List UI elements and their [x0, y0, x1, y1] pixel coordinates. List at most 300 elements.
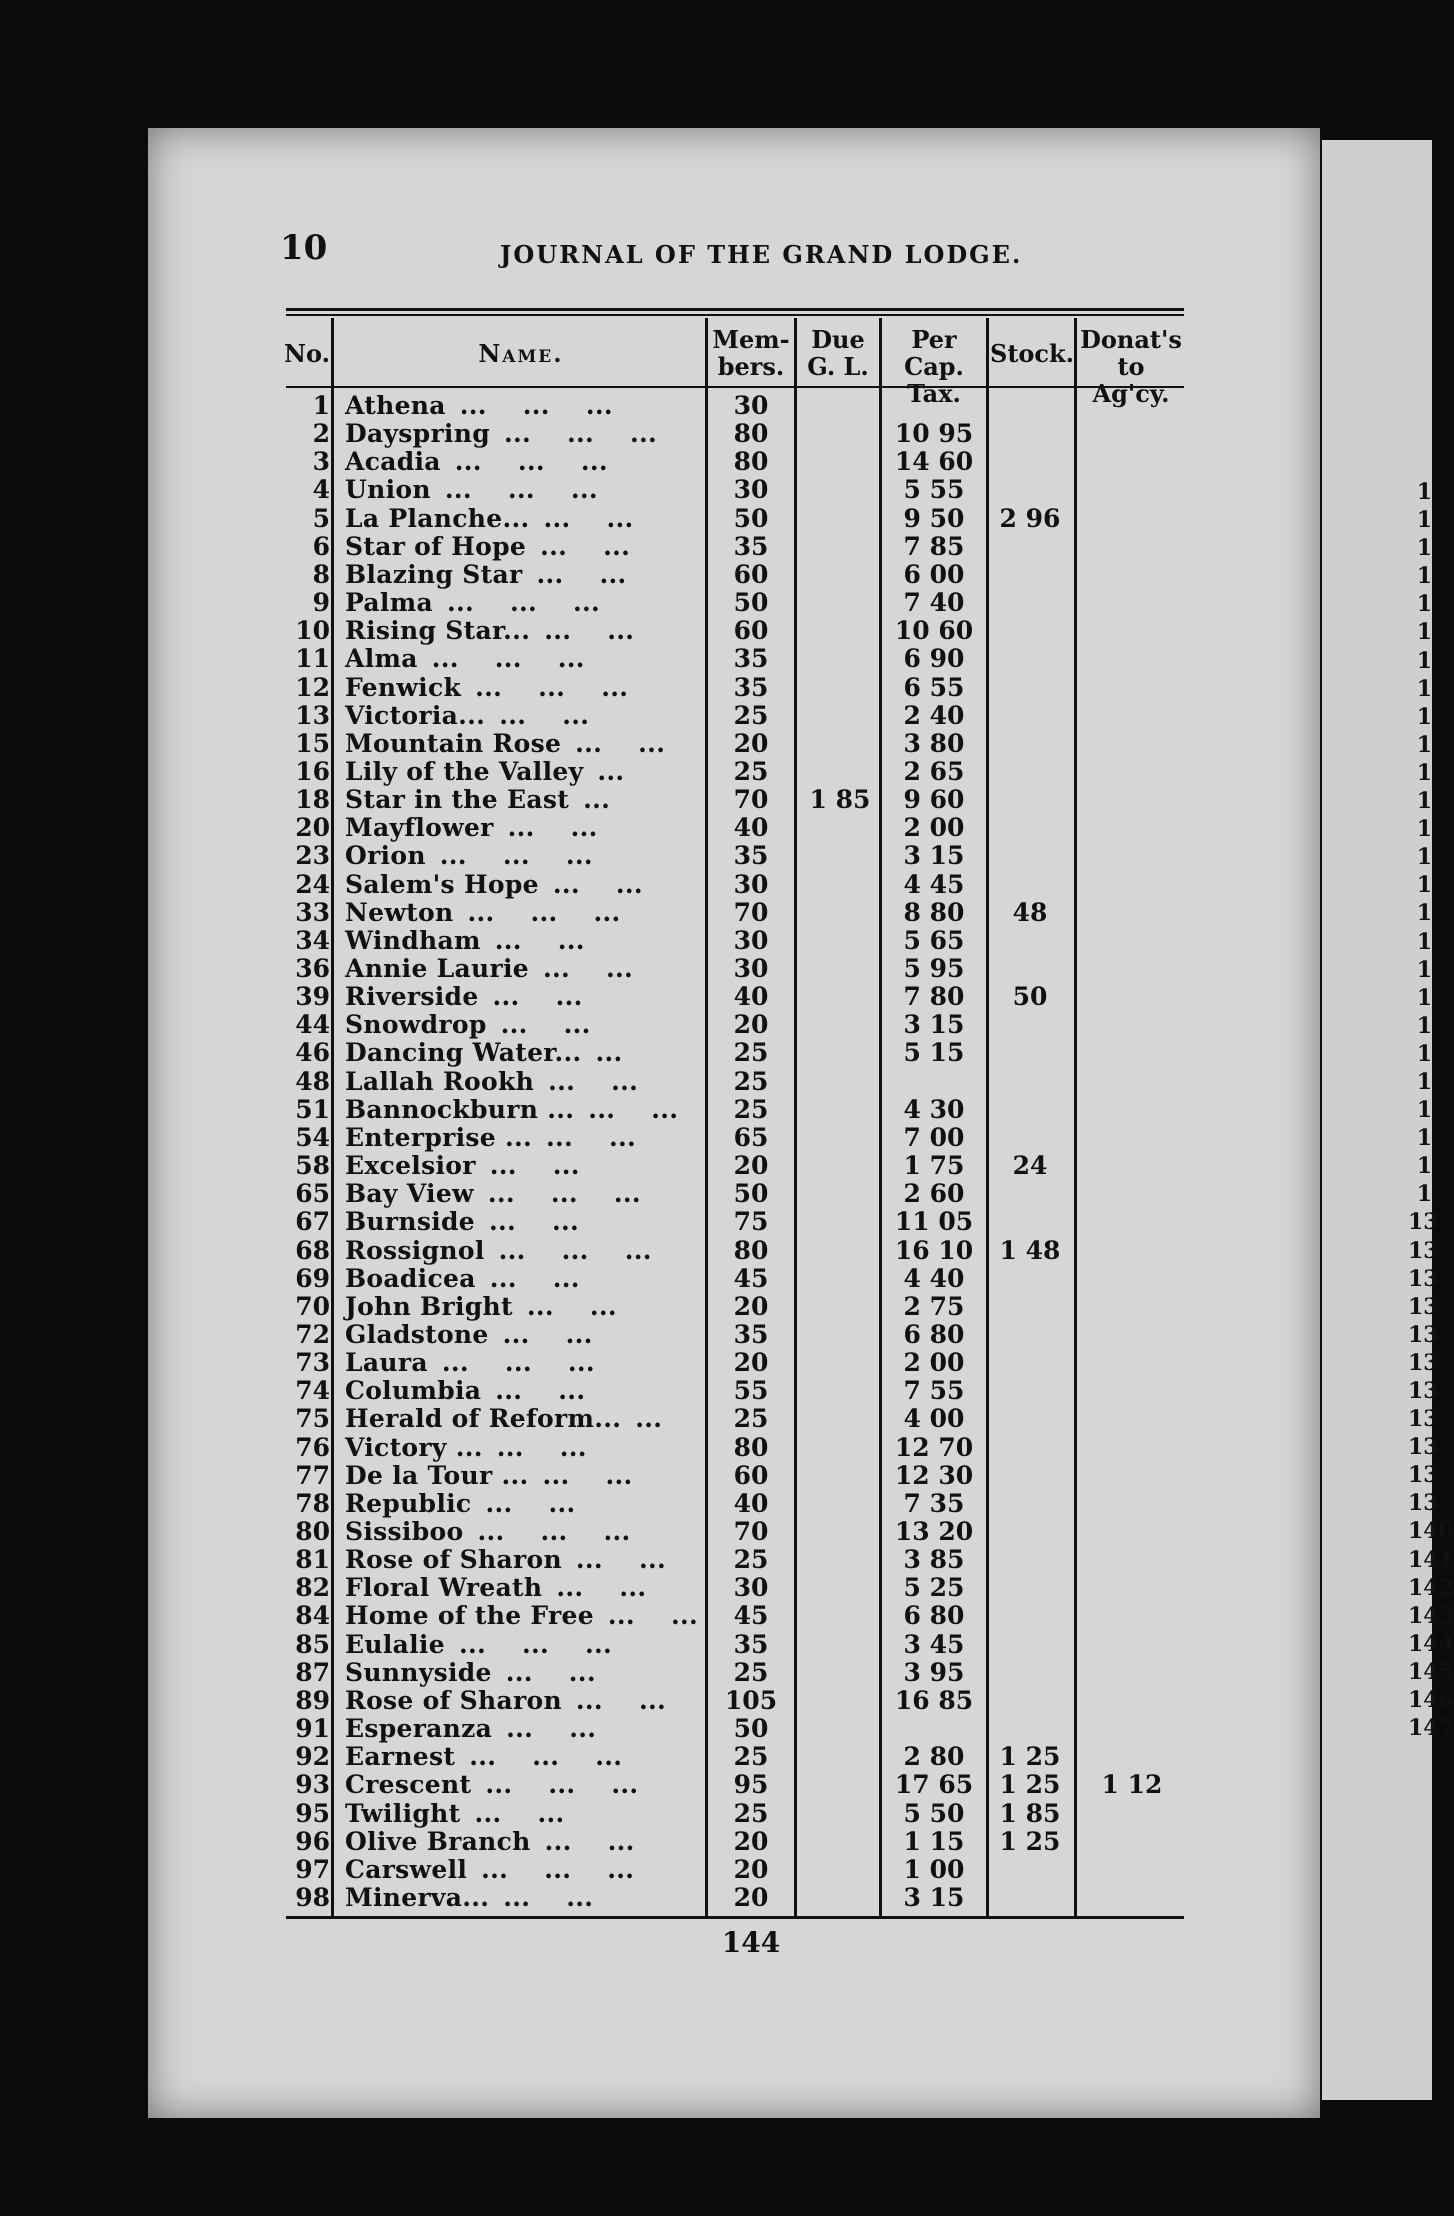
adjacent-page-number: 1: [1416, 1181, 1432, 1208]
adjacent-page-number: 144: [1408, 1630, 1454, 1657]
lodge-name: Enterprise ...: [345, 1122, 533, 1152]
cell-no: 5: [312, 503, 330, 533]
table-row: [0, 702, 1432, 730]
cell-no: 46: [295, 1038, 330, 1068]
lodge-name: Rose of Sharon: [345, 1685, 562, 1715]
cell-name: [345, 1687, 705, 1715]
table-row: [0, 1096, 1432, 1124]
leader-dots: ... ... ...: [469, 1742, 623, 1772]
cell-no: 16: [295, 756, 330, 786]
adjacent-page-number: 1: [1416, 788, 1432, 815]
cell-per-cap-tax: 6 90: [903, 644, 965, 674]
lodge-name: Alma: [345, 644, 418, 674]
cell-no: 58: [295, 1151, 330, 1181]
cell-members: 20: [733, 1826, 769, 1856]
cell-per-cap-tax: 6 55: [903, 672, 965, 702]
cell-name: [345, 1237, 705, 1265]
cell-no: 72: [295, 1319, 330, 1349]
cell-members: 30: [733, 954, 769, 983]
cell-per-cap-tax: 2 00: [903, 813, 965, 843]
cell-per-cap-tax: 7 40: [903, 588, 965, 618]
cell-per-cap-tax: 4 30: [903, 1094, 965, 1124]
lodge-name: Crescent: [345, 1770, 472, 1800]
header-members-line1: Mem-: [712, 325, 790, 354]
adjacent-page-number: 1: [1416, 984, 1432, 1011]
cell-name: [345, 927, 705, 955]
lodge-name: Republic: [345, 1488, 472, 1518]
adjacent-page-number: 1: [1416, 1153, 1432, 1180]
adjacent-page-number: 1: [1416, 928, 1432, 955]
cell-name: [345, 702, 705, 730]
table-row: [0, 505, 1432, 533]
running-head: JOURNAL OF THE GRAND LODGE.: [500, 240, 1023, 269]
cell-no: 78: [295, 1488, 330, 1518]
cell-name: [345, 1715, 705, 1743]
cell-per-cap-tax: 5 50: [903, 1798, 965, 1828]
leader-dots: ... ...: [489, 1151, 580, 1181]
leader-dots: ... ...: [544, 1826, 635, 1856]
lodge-name: Victory ...: [345, 1432, 483, 1462]
cell-no: 93: [295, 1770, 330, 1800]
table-row: [0, 1545, 1454, 1575]
adjacent-page-number: 13: [1408, 1265, 1439, 1292]
leader-dots: ... ...: [495, 1376, 586, 1406]
cell-per-cap-tax: 12 30: [894, 1460, 974, 1490]
cell-members: 40: [733, 982, 769, 1012]
cell-name: [345, 1743, 705, 1771]
lodge-name: Salem's Hope: [345, 869, 539, 899]
header-no: No.: [284, 339, 330, 368]
adjacent-page-number: 143: [1408, 1602, 1454, 1629]
cell-members: 25: [733, 1094, 769, 1124]
table-row: [0, 1068, 1432, 1096]
adjacent-page-number: 1: [1416, 1125, 1432, 1152]
table-row: [0, 1884, 1432, 1912]
cell-name: [345, 1771, 705, 1799]
cell-per-cap-tax: 7 35: [903, 1488, 965, 1518]
cell-stock: 1 25: [999, 1770, 1061, 1800]
leader-dots: ... ...: [492, 982, 583, 1012]
table-row: [0, 1180, 1432, 1208]
cell-name: [345, 589, 705, 617]
cell-no: 75: [295, 1404, 330, 1434]
adjacent-page-number: 146: [1408, 1687, 1454, 1714]
table-row: [0, 645, 1432, 673]
cell-name: [345, 1405, 705, 1433]
lodge-name: Riverside: [345, 982, 479, 1012]
adjacent-page-number: 1: [1416, 675, 1432, 702]
header-tax-line2: Tax.: [907, 379, 961, 408]
leader-dots: ... ... ...: [485, 1770, 639, 1800]
table-row: [0, 927, 1432, 955]
cell-per-cap-tax: 14 60: [894, 447, 974, 477]
adjacent-page-number: 13: [1408, 1293, 1439, 1320]
cell-name: [345, 392, 705, 420]
lodge-name: Dancing Water...: [345, 1038, 582, 1068]
adjacent-page-number: 1: [1416, 1097, 1432, 1124]
leader-dots: ... ...: [496, 1432, 587, 1462]
cell-per-cap-tax: 1 15: [903, 1826, 965, 1856]
lodge-name: Twilight: [345, 1798, 461, 1828]
cell-no: 77: [295, 1460, 330, 1490]
cell-per-cap-tax: 16 10: [894, 1235, 974, 1265]
lodge-name: Fenwick: [345, 672, 462, 702]
table-row: [0, 1488, 1439, 1518]
cell-members: 20: [733, 1854, 769, 1884]
table-row: [0, 617, 1432, 645]
page-number: 10: [280, 228, 328, 268]
cell-no: 67: [295, 1207, 330, 1237]
table-row: [0, 420, 1432, 448]
cell-no: 65: [295, 1179, 330, 1209]
cell-name: [345, 1293, 705, 1321]
cell-name: [345, 814, 705, 842]
leader-dots: ... ...: [544, 616, 635, 646]
leader-dots: ... ...: [499, 700, 590, 730]
adjacent-page-number: 13: [1408, 1237, 1439, 1264]
cell-name: [345, 674, 705, 702]
leader-dots: ... ...: [502, 1319, 593, 1349]
cell-no: 96: [295, 1826, 330, 1856]
lodge-name: Eulalie: [345, 1629, 445, 1659]
cell-members: 80: [733, 1235, 769, 1265]
header-name: Name.: [478, 339, 564, 368]
leader-dots: ... ... ...: [467, 897, 621, 927]
leader-dots: ... ... ...: [444, 475, 598, 505]
cell-no: 92: [295, 1742, 330, 1772]
cell-no: 54: [295, 1122, 330, 1152]
cell-name: [345, 1124, 705, 1152]
cell-no: 8: [312, 559, 330, 589]
cell-no: 6: [312, 531, 330, 561]
cell-name: [345, 1377, 705, 1405]
leader-dots: ... ... ...: [441, 1348, 595, 1378]
cell-members: 20: [733, 1348, 769, 1378]
table-row: [0, 561, 1432, 589]
leader-dots: ... ... ...: [459, 391, 613, 420]
lodge-name: Palma: [345, 588, 433, 618]
adjacent-page-number: 1: [1416, 479, 1432, 505]
cell-no: 10: [295, 616, 330, 646]
cell-members: 30: [733, 391, 769, 420]
lodge-name: Mountain Rose: [345, 728, 562, 758]
lodge-name: Olive Branch: [345, 1826, 531, 1856]
cell-name: [345, 1800, 705, 1828]
header-due: [798, 326, 878, 380]
cell-members: 80: [733, 447, 769, 477]
cell-members: 50: [733, 503, 769, 533]
cell-members: 60: [733, 616, 769, 646]
cell-no: 95: [295, 1798, 330, 1828]
cell-name: [345, 1265, 705, 1293]
adjacent-page-number: 13: [1408, 1406, 1439, 1433]
cell-no: 48: [295, 1066, 330, 1096]
table-row: [0, 1291, 1439, 1321]
table-row: [0, 871, 1432, 899]
cell-members: 35: [733, 1629, 769, 1659]
lodge-name: Carswell: [345, 1854, 468, 1884]
table-row: [0, 1376, 1439, 1406]
cell-no: 34: [295, 925, 330, 955]
cell-members: 25: [733, 1798, 769, 1828]
cell-members: 25: [733, 1742, 769, 1772]
cell-name: [345, 955, 705, 983]
cell-name: [345, 1518, 705, 1546]
cell-donations: 1 12: [1101, 1770, 1163, 1800]
cell-per-cap-tax: 5 25: [903, 1573, 965, 1603]
cell-per-cap-tax: 11 05: [894, 1207, 974, 1237]
top-rule-thin: [286, 314, 1184, 316]
cell-no: 3: [312, 447, 330, 477]
table-row: [0, 1404, 1439, 1434]
cell-per-cap-tax: 3 80: [903, 728, 965, 758]
cell-per-cap-tax: 3 95: [903, 1657, 965, 1687]
adjacent-page-number: 1: [1416, 507, 1432, 534]
adjacent-page-number: 13: [1408, 1209, 1439, 1236]
cell-per-cap-tax: 7 80: [903, 982, 965, 1012]
leader-dots: ...: [583, 785, 611, 815]
cell-per-cap-tax: 4 40: [903, 1263, 965, 1293]
table-row: [0, 1124, 1432, 1152]
cell-name: [345, 1011, 705, 1039]
lodge-name: Burnside: [345, 1207, 476, 1237]
cell-per-cap-tax: 6 80: [903, 1319, 965, 1349]
cell-members: 70: [733, 897, 769, 927]
leader-dots: ... ... ...: [498, 1235, 652, 1265]
cell-name: [345, 983, 705, 1011]
cell-name: [345, 1490, 705, 1518]
table-row: [0, 1039, 1432, 1067]
cell-name: [345, 899, 705, 927]
leader-dots: ... ...: [489, 1263, 580, 1293]
cell-no: 18: [295, 785, 330, 815]
table-row: [0, 1685, 1454, 1715]
cell-name: [345, 1631, 705, 1659]
cell-no: 20: [295, 813, 330, 843]
cell-members: 20: [733, 728, 769, 758]
leader-dots: ... ... ...: [475, 672, 629, 702]
header-stock: Stock.: [990, 339, 1075, 368]
table-row: [0, 1152, 1432, 1180]
cell-no: 68: [295, 1235, 330, 1265]
cell-stock: 1 25: [999, 1742, 1061, 1772]
cell-name: [345, 1884, 705, 1912]
cell-members: 80: [733, 419, 769, 449]
leader-dots: ... ...: [503, 1882, 594, 1912]
lodge-name: Acadia: [345, 447, 441, 477]
adjacent-page-number: 1: [1416, 872, 1432, 899]
cell-no: 85: [295, 1629, 330, 1659]
table-row: [0, 786, 1432, 814]
adjacent-page-number: 13: [1408, 1378, 1439, 1404]
lodge-name: Bannockburn ...: [345, 1094, 575, 1124]
cell-members: 55: [733, 1376, 769, 1406]
cell-per-cap-tax: 3 15: [903, 1010, 965, 1040]
lodge-name: Lallah Rookh: [345, 1066, 535, 1096]
cell-name: [345, 1096, 705, 1124]
cell-per-cap-tax: 3 45: [903, 1629, 965, 1659]
cell-per-cap-tax: 4 00: [903, 1404, 965, 1434]
cell-per-cap-tax: 2 80: [903, 1742, 965, 1772]
cell-no: 51: [295, 1094, 330, 1124]
cell-no: 15: [295, 728, 330, 758]
table-row: [0, 1856, 1432, 1884]
cell-no: 4: [312, 475, 330, 505]
leader-dots: ... ...: [474, 1798, 565, 1828]
cell-per-cap-tax: 17 65: [894, 1770, 974, 1800]
table-row: [0, 730, 1432, 758]
leader-dots: ... ... ...: [431, 644, 585, 674]
cell-no: 82: [295, 1573, 330, 1603]
cell-no: 12: [295, 672, 330, 702]
cell-per-cap-tax: 3 15: [903, 841, 965, 871]
cell-members: 70: [733, 1517, 769, 1546]
cell-due: 1 85: [809, 785, 871, 815]
cell-name: [345, 448, 705, 476]
cell-no: 73: [295, 1348, 330, 1378]
table-row: [0, 1235, 1439, 1265]
cell-no: 81: [295, 1545, 330, 1575]
table-row: [0, 1207, 1439, 1237]
adjacent-page-number: 1: [1416, 535, 1432, 562]
header-members-line2: bers.: [717, 352, 785, 381]
adjacent-page-number: 1: [1416, 703, 1432, 730]
cell-name: [345, 1039, 705, 1067]
leader-dots: ... ...: [536, 559, 627, 589]
table-row: [0, 1460, 1439, 1490]
cell-per-cap-tax: 5 65: [903, 925, 965, 955]
leader-dots: ... ... ...: [481, 1854, 635, 1884]
leader-dots: ... ...: [575, 1685, 666, 1715]
cell-name: [345, 1546, 705, 1574]
header-due-line1: Due: [811, 325, 865, 354]
table-row: [0, 814, 1432, 842]
cell-per-cap-tax: 5 55: [903, 475, 965, 505]
lodge-name: Gladstone: [345, 1319, 489, 1349]
cell-no: 23: [295, 841, 330, 871]
cell-no: 11: [295, 644, 330, 674]
lodge-name: Sissiboo: [345, 1517, 464, 1546]
leader-dots: ... ... ...: [458, 1629, 612, 1659]
cell-stock: 48: [1012, 897, 1048, 927]
leader-dots: ... ...: [543, 503, 634, 533]
cell-members: 25: [733, 1545, 769, 1575]
cell-no: 33: [295, 897, 330, 927]
lodge-name: Mayflower: [345, 813, 494, 843]
cell-members: 25: [733, 1657, 769, 1687]
lodge-name: Orion: [345, 841, 426, 871]
cell-members: 80: [733, 1432, 769, 1462]
cell-name: [345, 871, 705, 899]
table-row: [0, 1828, 1432, 1856]
cell-per-cap-tax: 2 60: [903, 1179, 965, 1209]
lodge-name: Snowdrop: [345, 1010, 487, 1040]
adjacent-page-number: 1: [1416, 816, 1432, 843]
cell-members: 40: [733, 813, 769, 843]
cell-no: 13: [295, 700, 330, 730]
top-rule: [286, 308, 1184, 311]
cell-no: 69: [295, 1263, 330, 1293]
lodge-name: Blazing Star: [345, 559, 523, 589]
leader-dots: ... ...: [506, 1714, 597, 1744]
table-row: [0, 1601, 1454, 1631]
leader-dots: ... ... ...: [446, 588, 601, 618]
cell-members: 60: [733, 1460, 769, 1490]
cell-members: 45: [733, 1263, 769, 1293]
lodge-name: La Planche...: [345, 503, 530, 533]
lodge-name: Floral Wreath: [345, 1573, 543, 1603]
cell-name: [345, 1152, 705, 1180]
cell-members: 50: [733, 1714, 769, 1744]
cell-no: 98: [295, 1882, 330, 1912]
leader-dots: ... ... ...: [504, 419, 658, 449]
cell-name: [345, 476, 705, 504]
cell-members: 35: [733, 531, 769, 561]
cell-per-cap-tax: 10 60: [894, 616, 974, 646]
table-row: [0, 1432, 1439, 1462]
header-members: [708, 326, 794, 380]
cell-per-cap-tax: 2 00: [903, 1348, 965, 1378]
leader-dots: ... ...: [546, 1122, 637, 1152]
adjacent-page-number: 13: [1408, 1349, 1439, 1376]
cell-per-cap-tax: 1 75: [903, 1151, 965, 1181]
cell-members: 30: [733, 869, 769, 899]
adjacent-page-number: 1: [1416, 647, 1432, 674]
cell-name: [345, 1208, 705, 1236]
adjacent-page-number: 141: [1408, 1546, 1454, 1573]
table-row: [0, 589, 1432, 617]
lodge-name: Lily of the Valley: [345, 756, 584, 786]
leader-dots: ... ... ...: [487, 1179, 641, 1209]
cell-stock: 2 96: [999, 503, 1061, 533]
cell-per-cap-tax: 10 95: [894, 419, 974, 449]
lodge-name: Rossignol: [345, 1235, 485, 1265]
cell-per-cap-tax: 8 80: [903, 897, 965, 927]
cell-name: [345, 758, 705, 786]
cell-name: [345, 645, 705, 673]
cell-stock: 1 48: [999, 1235, 1061, 1265]
cell-members: 50: [733, 1179, 769, 1209]
lodge-name: Star in the East: [345, 785, 570, 815]
cell-name: [345, 1180, 705, 1208]
cell-no: 44: [295, 1010, 330, 1040]
table-row: [0, 674, 1432, 702]
cell-no: 84: [295, 1601, 330, 1631]
lodge-name: Minerva...: [345, 1882, 490, 1912]
table-row: [0, 1800, 1432, 1828]
leader-dots: ... ...: [540, 531, 631, 561]
cell-no: 97: [295, 1854, 330, 1884]
lodge-name: Newton: [345, 897, 454, 927]
cell-name: [345, 786, 705, 814]
cell-per-cap-tax: 16 85: [894, 1685, 974, 1715]
table-row: [0, 955, 1432, 983]
lodge-name: Bay View: [345, 1179, 474, 1209]
cell-name: [345, 1349, 705, 1377]
table-row: [0, 533, 1432, 561]
cell-stock: 50: [1012, 982, 1048, 1012]
adjacent-page-number: 142: [1408, 1574, 1454, 1601]
header-donat-line1: Donat's: [1080, 325, 1182, 354]
cell-per-cap-tax: 4 45: [903, 869, 965, 899]
cell-name: [345, 1462, 705, 1490]
cell-members: 20: [733, 1151, 769, 1181]
header-due-line2: G. L.: [807, 352, 869, 381]
table-row: [0, 1348, 1439, 1378]
adjacent-page-number: 1: [1416, 1040, 1432, 1067]
cell-no: 9: [312, 588, 330, 618]
cell-per-cap-tax: 3 15: [903, 1882, 965, 1912]
